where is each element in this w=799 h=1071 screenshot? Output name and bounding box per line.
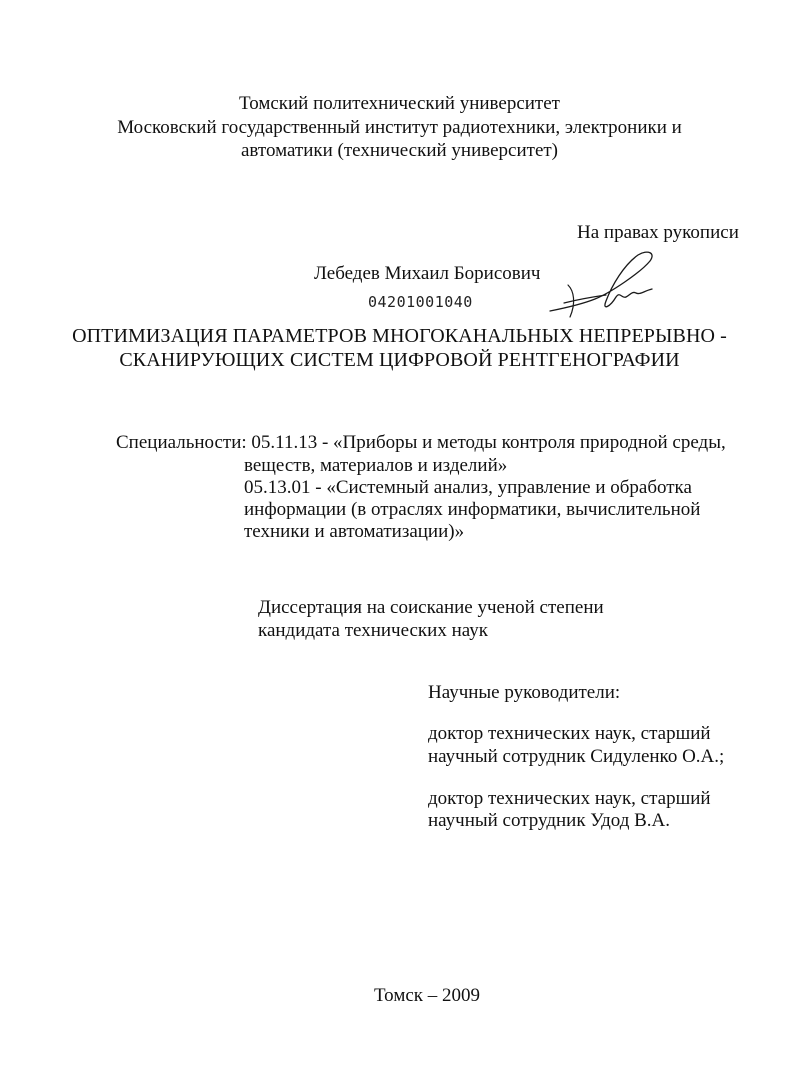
supervisor-1-line2: научный сотрудник Сидуленко О.А.;	[428, 746, 725, 767]
supervisor-2-line1: доктор технических наук, старший	[428, 788, 711, 809]
supervisors-heading: Научные руководители:	[428, 682, 621, 703]
specialties-line4: информации (в отраслях информатики, вычислительной	[244, 499, 701, 520]
specialties-line3: 05.13.01 - «Системный анализ, управление и обработка	[244, 477, 692, 498]
dissertation-degree-line1: Диссертация на соискание ученой степени	[258, 597, 604, 618]
supervisor-1-line1: доктор технических наук, старший	[428, 723, 711, 744]
city-year: Томск – 2009	[374, 985, 481, 1006]
university-name: Томский политехнический университет	[239, 93, 560, 114]
supervisor-2-line2: научный сотрудник Удод В.А.	[428, 810, 671, 831]
institute-name-line2: автоматики (технический университет)	[240, 140, 559, 161]
signature-image	[540, 245, 670, 325]
author-name: Лебедев Михаил Борисович	[314, 263, 541, 284]
institute-name-line1: Московский государственный институт радиотехники, электроники и	[117, 117, 682, 138]
dissertation-degree-line2: кандидата технических наук	[258, 620, 488, 641]
specialties-line5: техники и автоматизации)»	[244, 521, 465, 542]
dissertation-title-line2: СКАНИРУЮЩИХ СИСТЕМ ЦИФРОВОЙ РЕНТГЕНОГРАФИИ	[119, 349, 680, 371]
registration-code: 04201001040	[368, 293, 473, 311]
dissertation-title-line1: ОПТИМИЗАЦИЯ ПАРАМЕТРОВ МНОГОКАНАЛЬНЫХ НЕПРЕРЫВНО -	[72, 325, 727, 347]
manuscript-note: На правах рукописи	[577, 222, 739, 243]
specialties-line2: веществ, материалов и изделий»	[244, 455, 508, 476]
specialties-line1: Специальности: 05.11.13 - «Приборы и методы контроля природной среды,	[116, 432, 726, 453]
